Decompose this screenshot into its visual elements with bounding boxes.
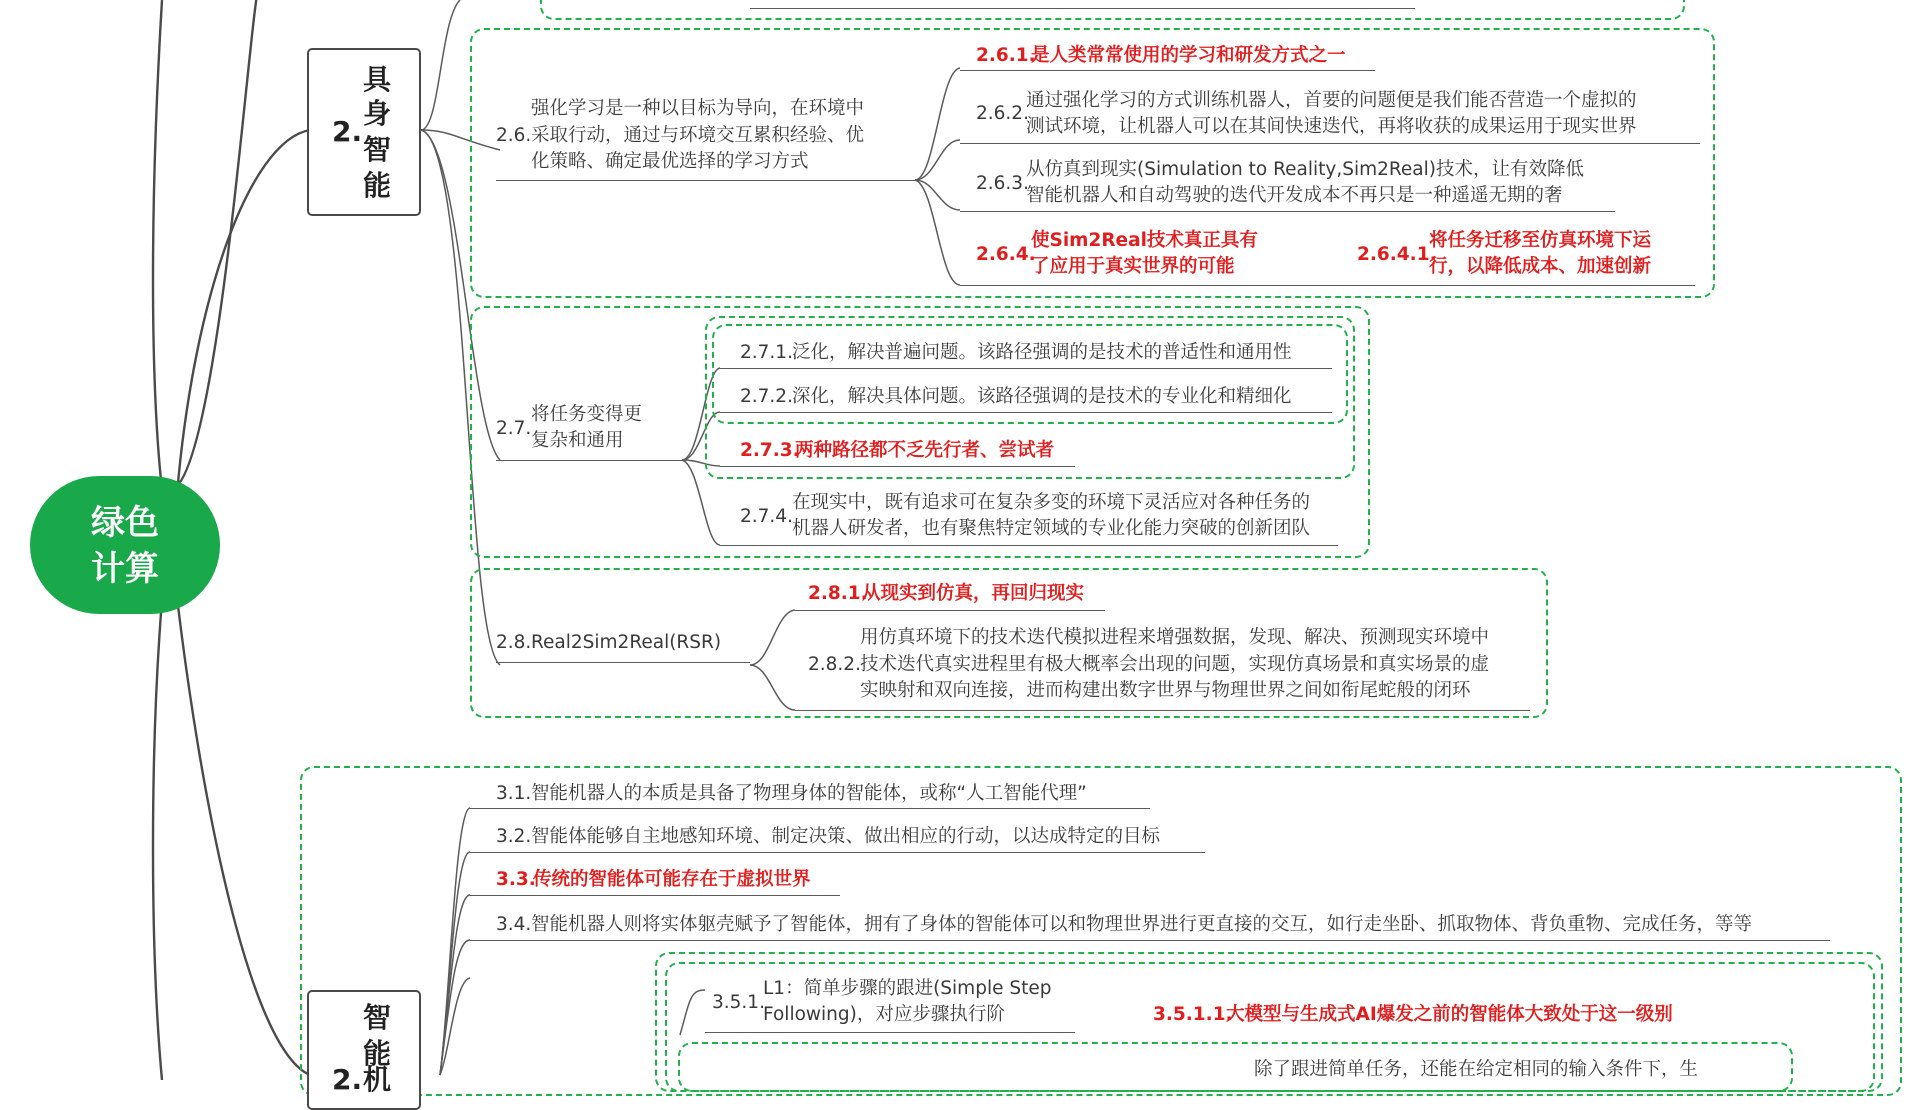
- node-text[interactable]: 智能机器人的本质是具备了物理身体的智能体，或称“人工智能代理”: [531, 783, 1087, 804]
- node-underline: [470, 808, 1150, 809]
- node-text[interactable]: 强化学习是一种以目标为导向，在环境中: [531, 98, 865, 119]
- branch-char: 能: [363, 169, 392, 202]
- node-underline: [1360, 285, 1695, 286]
- node-number: 2.8.: [496, 632, 532, 653]
- node-text[interactable]: 是人类常常使用的学习和研发方式之一: [1031, 45, 1346, 66]
- node-number: 2.7.4.: [740, 506, 793, 527]
- node-number: 2.7.2.: [740, 386, 793, 407]
- branch-number: 2.: [332, 115, 363, 148]
- node-text[interactable]: 行，以降低成本、加速创新: [1429, 256, 1652, 277]
- node-text[interactable]: 使Sim2Real技术真正具有: [1031, 230, 1258, 251]
- node-text[interactable]: 将任务变得更: [531, 404, 643, 425]
- node-text[interactable]: L1：简单步骤的跟进(Simple Step: [763, 978, 1052, 999]
- node-underline: [496, 460, 682, 461]
- node-text[interactable]: 通过强化学习的方式训练机器人，首要的问题便是我们能否营造一个虚拟的: [1026, 90, 1637, 111]
- node-underline: [470, 940, 1830, 941]
- node-text[interactable]: 实映射和双向连接，进而构建出数字世界与物理世界之间如衔尾蛇般的闭环: [860, 680, 1471, 701]
- node-text[interactable]: Following)，对应步骤执行阶: [763, 1004, 1005, 1025]
- node-text[interactable]: 了应用于真实世界的可能: [1031, 256, 1235, 277]
- node-number: 2.6.: [496, 125, 532, 146]
- node-number: 2.6.1.: [976, 45, 1036, 66]
- branch-char: 智: [363, 1001, 392, 1034]
- node-text[interactable]: 采取行动，通过与环境交互累积经验、优: [531, 125, 865, 146]
- branch-char: 能: [363, 1037, 392, 1070]
- node-underline: [470, 852, 1205, 853]
- node-text[interactable]: Real2Sim2Real(RSR): [531, 632, 722, 653]
- node-underline: [720, 466, 1075, 467]
- node-number: 3.5.1.1.: [1153, 1004, 1233, 1025]
- node-underline: [470, 895, 840, 896]
- node-text[interactable]: 深化，解决具体问题。该路径强调的是技术的专业化和精细化: [792, 386, 1292, 407]
- branch-char: 智: [363, 133, 392, 166]
- node-number: 3.3.: [496, 869, 536, 890]
- node-number: 2.8.1.: [808, 583, 868, 604]
- node-text[interactable]: 智能机器人和自动驾驶的迭代开发成本不再只是一种遥遥无期的奢: [1026, 185, 1563, 206]
- branch-char: 具: [363, 63, 392, 96]
- node-text[interactable]: 技术迭代真实进程里有极大概率会出现的问题，实现仿真场景和真实场景的虚: [860, 654, 1490, 675]
- node-number: 2.7.1.: [740, 342, 793, 363]
- node-underline: [960, 143, 1700, 144]
- node-underline: [496, 180, 916, 181]
- node-underline: [960, 70, 1375, 71]
- node-number: 2.6.3.: [976, 173, 1029, 194]
- node-text[interactable]: 复杂和通用: [531, 430, 624, 451]
- node-underline: [496, 662, 750, 663]
- node-number: 3.4.: [496, 914, 532, 935]
- node-text[interactable]: 泛化，解决普遍问题。该路径强调的是技术的普适性和通用性: [792, 342, 1292, 363]
- node-underline: [795, 610, 1105, 611]
- branch-char: 机: [363, 1063, 392, 1096]
- node-number: 2.6.4.: [976, 244, 1036, 265]
- node-underline: [795, 710, 1530, 711]
- node-number: 2.7.: [496, 418, 532, 439]
- node-underline: [960, 285, 1360, 286]
- node-underline: [720, 368, 1332, 369]
- node-text[interactable]: 智能机器人则将实体躯壳赋予了智能体，拥有了身体的智能体可以和物理世界进行更直接的交互，如行走坐卧、抓取物体、背负重物、完成任务，等等: [531, 914, 1753, 935]
- node-text[interactable]: 除了跟进简单任务，还能在给定相同的输入条件下，生: [1254, 1059, 1699, 1080]
- node-underline: [960, 211, 1615, 212]
- branch-char: 身: [363, 97, 392, 130]
- node-number: 2.7.3.: [740, 440, 800, 461]
- node-underline: [750, 8, 1415, 9]
- node-text[interactable]: 在现实中，既有追求可在复杂多变的环境下灵活应对各种任务的: [792, 492, 1311, 513]
- node-underline: [720, 412, 1332, 413]
- node-text[interactable]: 从现实到仿真，再回归现实: [862, 583, 1085, 604]
- branch-number: 2.: [332, 1063, 363, 1096]
- node-text[interactable]: 从仿真到现实(Simulation to Reality,Sim2Real)技术，让有效降低: [1026, 159, 1584, 180]
- root-label-line1: 绿色: [91, 503, 159, 543]
- node-text[interactable]: 机器人研发者，也有聚焦特定领域的专业化能力突破的创新团队: [792, 518, 1311, 539]
- node-underline: [705, 1032, 1075, 1033]
- node-text[interactable]: 两种路径都不乏先行者、尝试者: [795, 440, 1055, 461]
- node-text[interactable]: 将任务迁移至仿真环境下运: [1429, 230, 1652, 251]
- node-number: 3.1.: [496, 783, 532, 804]
- node-number: 2.6.4.1.: [1357, 244, 1437, 265]
- root-label-line2: 计算: [91, 549, 159, 589]
- group-box-2-5: [540, 0, 1685, 20]
- node-number: 3.5.1.: [712, 992, 765, 1013]
- node-text[interactable]: 大模型与生成式AI爆发之前的智能体大致处于这一级别: [1226, 1004, 1673, 1025]
- root-node[interactable]: [30, 476, 220, 614]
- node-underline: [720, 545, 1338, 546]
- node-number: 3.2.: [496, 826, 532, 847]
- node-number: 2.8.2.: [808, 654, 861, 675]
- node-text[interactable]: 用仿真环境下的技术迭代模拟进程来增强数据，发现、解决、预测现实环境中: [860, 627, 1490, 648]
- node-number: 2.6.2.: [976, 103, 1029, 124]
- node-text[interactable]: 智能体能够自主地感知环境、制定决策、做出相应的行动，以达成特定的目标: [531, 826, 1161, 847]
- node-text[interactable]: 化策略、确定最优选择的学习方式: [531, 151, 809, 172]
- node-text[interactable]: 测试环境，让机器人可以在其间快速迭代，再将收获的成果运用于现实世界: [1026, 116, 1637, 137]
- node-text[interactable]: 传统的智能体可能存在于虚拟世界: [533, 869, 811, 890]
